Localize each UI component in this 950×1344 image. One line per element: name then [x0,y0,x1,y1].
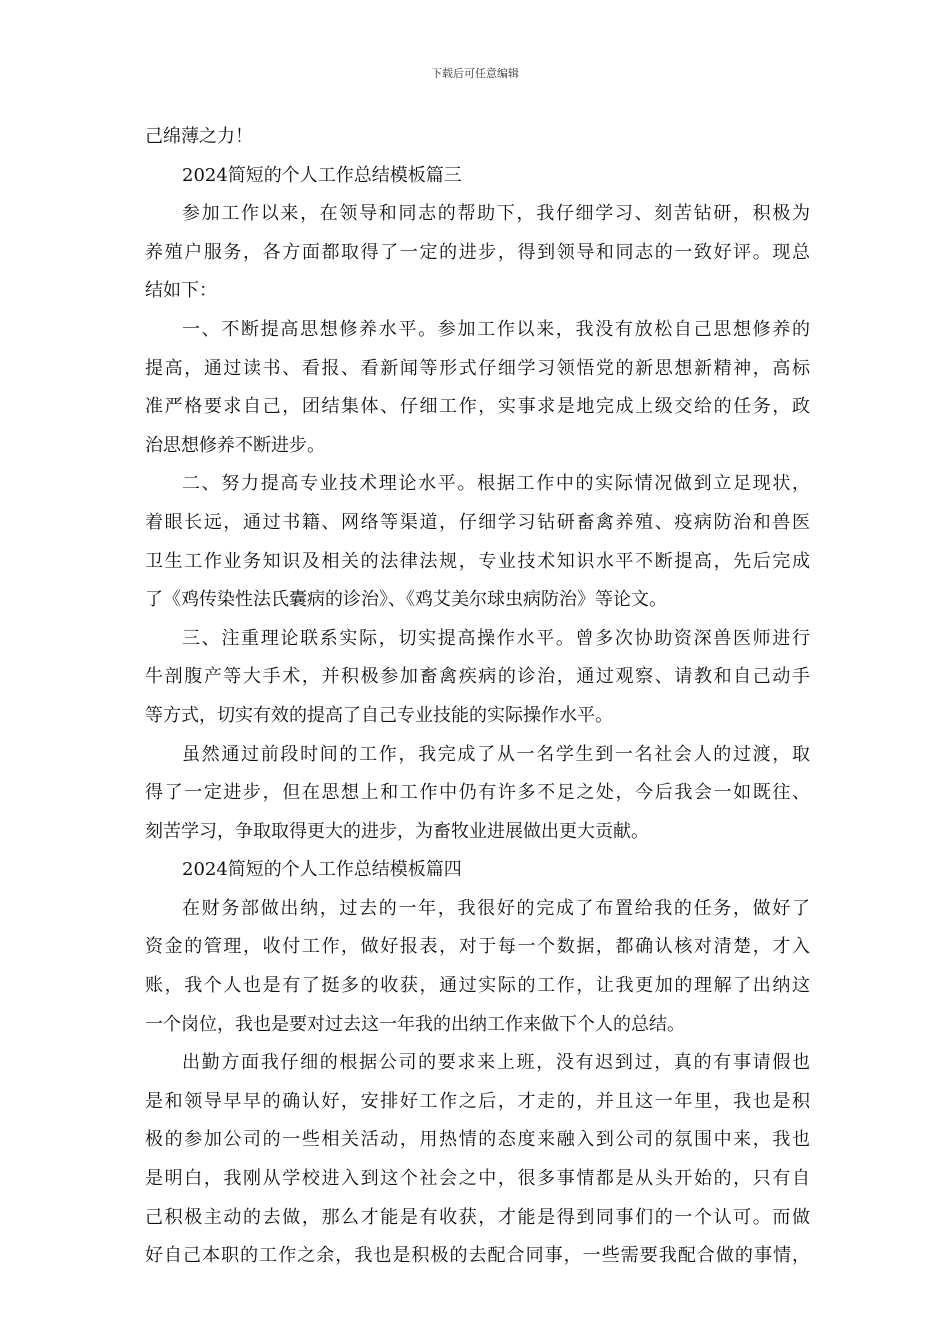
text-line: 养殖户服务，各方面都取得了一定的进步，得到领导和同志的一致好评。现总 [145,241,810,263]
text-line: 是明白，我刚从学校进入到这个社会之中，很多事情都是从头开始的，只有自 [145,1168,810,1190]
text-line: 账，我个人也是有了挺多的收获，通过实际的工作，让我更加的理解了出纳这 [145,975,810,997]
text-line: 了《鸡传染性法氏囊病的诊治》、《鸡艾美尔球虫病防治》等论文。 [145,589,667,611]
text-line: 等方式，切实有效的提高了自己专业技能的实际操作水平。 [145,704,613,726]
text-line: 牛剖腹产等大手术，并积极参加畜禽疾病的诊治，通过观察、请教和自己动手 [145,666,810,688]
page-header: 下载后可任意编辑 [431,67,519,80]
text-line: 参加工作以来，在领导和同志的帮助下，我仔细学习、刻苦钻研，积极为 [182,203,810,225]
text-line: 在财务部做出纳，过去的一年，我很好的完成了布置给我的任务，做好了 [182,897,810,919]
text-line: 刻苦学习，争取取得更大的进步，为畜牧业进展做出更大贡献。 [145,820,649,842]
text-line: 是和领导早早的确认好，安排好工作之后，才走的，并且这一年里，我也是积 [145,1090,810,1112]
text-line: 提高，通过读书、看报、看新闻等形式仔细学习领悟党的新思想新精神，高标 [145,357,810,379]
text-line: 己积极主动的去做，那么才能是有收获，才能是得到同事们的一个认可。而做 [145,1206,810,1228]
text-line: 一、不断提高思想修养水平。参加工作以来，我没有放松自己思想修养的 [182,318,810,340]
text-line: 出勤方面我仔细的根据公司的要求来上班，没有迟到过，真的有事请假也 [182,1052,810,1074]
text-line: 2024简短的个人工作总结模板篇四 [182,859,462,881]
text-line: 虽然通过前段时间的工作，我完成了从一名学生到一名社会人的过渡，取 [182,743,810,765]
text-line: 2024简短的个人工作总结模板篇三 [182,164,462,186]
text-line: 卫生工作业务知识及相关的法律法规，专业技术知识水平不断提高，先后完成 [145,550,810,572]
text-line: 结如下： [145,280,217,302]
document-body [145,118,810,1276]
text-line: 己绵薄之力！ [145,126,253,147]
text-line: 治思想修养不断进步。 [145,434,325,456]
text-line: 一个岗位，我也是要对过去这一年我的出纳工作来做下个人的总结。 [145,1013,685,1035]
text-line: 准严格要求自己，团结集体、仔细工作，实事求是地完成上级交给的任务，政 [145,396,810,418]
text-line: 极的参加公司的一些相关活动，用热情的态度来融入到公司的氛围中来，我也 [145,1129,810,1151]
text-line: 得了一定进步，但在思想上和工作中仍有许多不足之处，今后我会一如既往、 [145,782,810,804]
text-line: 资金的管理，收付工作，做好报表，对于每一个数据，都确认核对清楚，才入 [145,936,810,958]
text-line: 二、努力提高专业技术理论水平。根据工作中的实际情况做到立足现状， [182,473,810,495]
text-line: 着眼长远，通过书籍、网络等渠道，仔细学习钻研畜禽养殖、疫病防治和兽医 [145,511,810,533]
text-line: 三、注重理论联系实际，切实提高操作水平。曾多次协助资深兽医师进行 [182,627,810,649]
text-line: 好自己本职的工作之余，我也是积极的去配合同事，一些需要我配合做的事情， [145,1245,810,1267]
